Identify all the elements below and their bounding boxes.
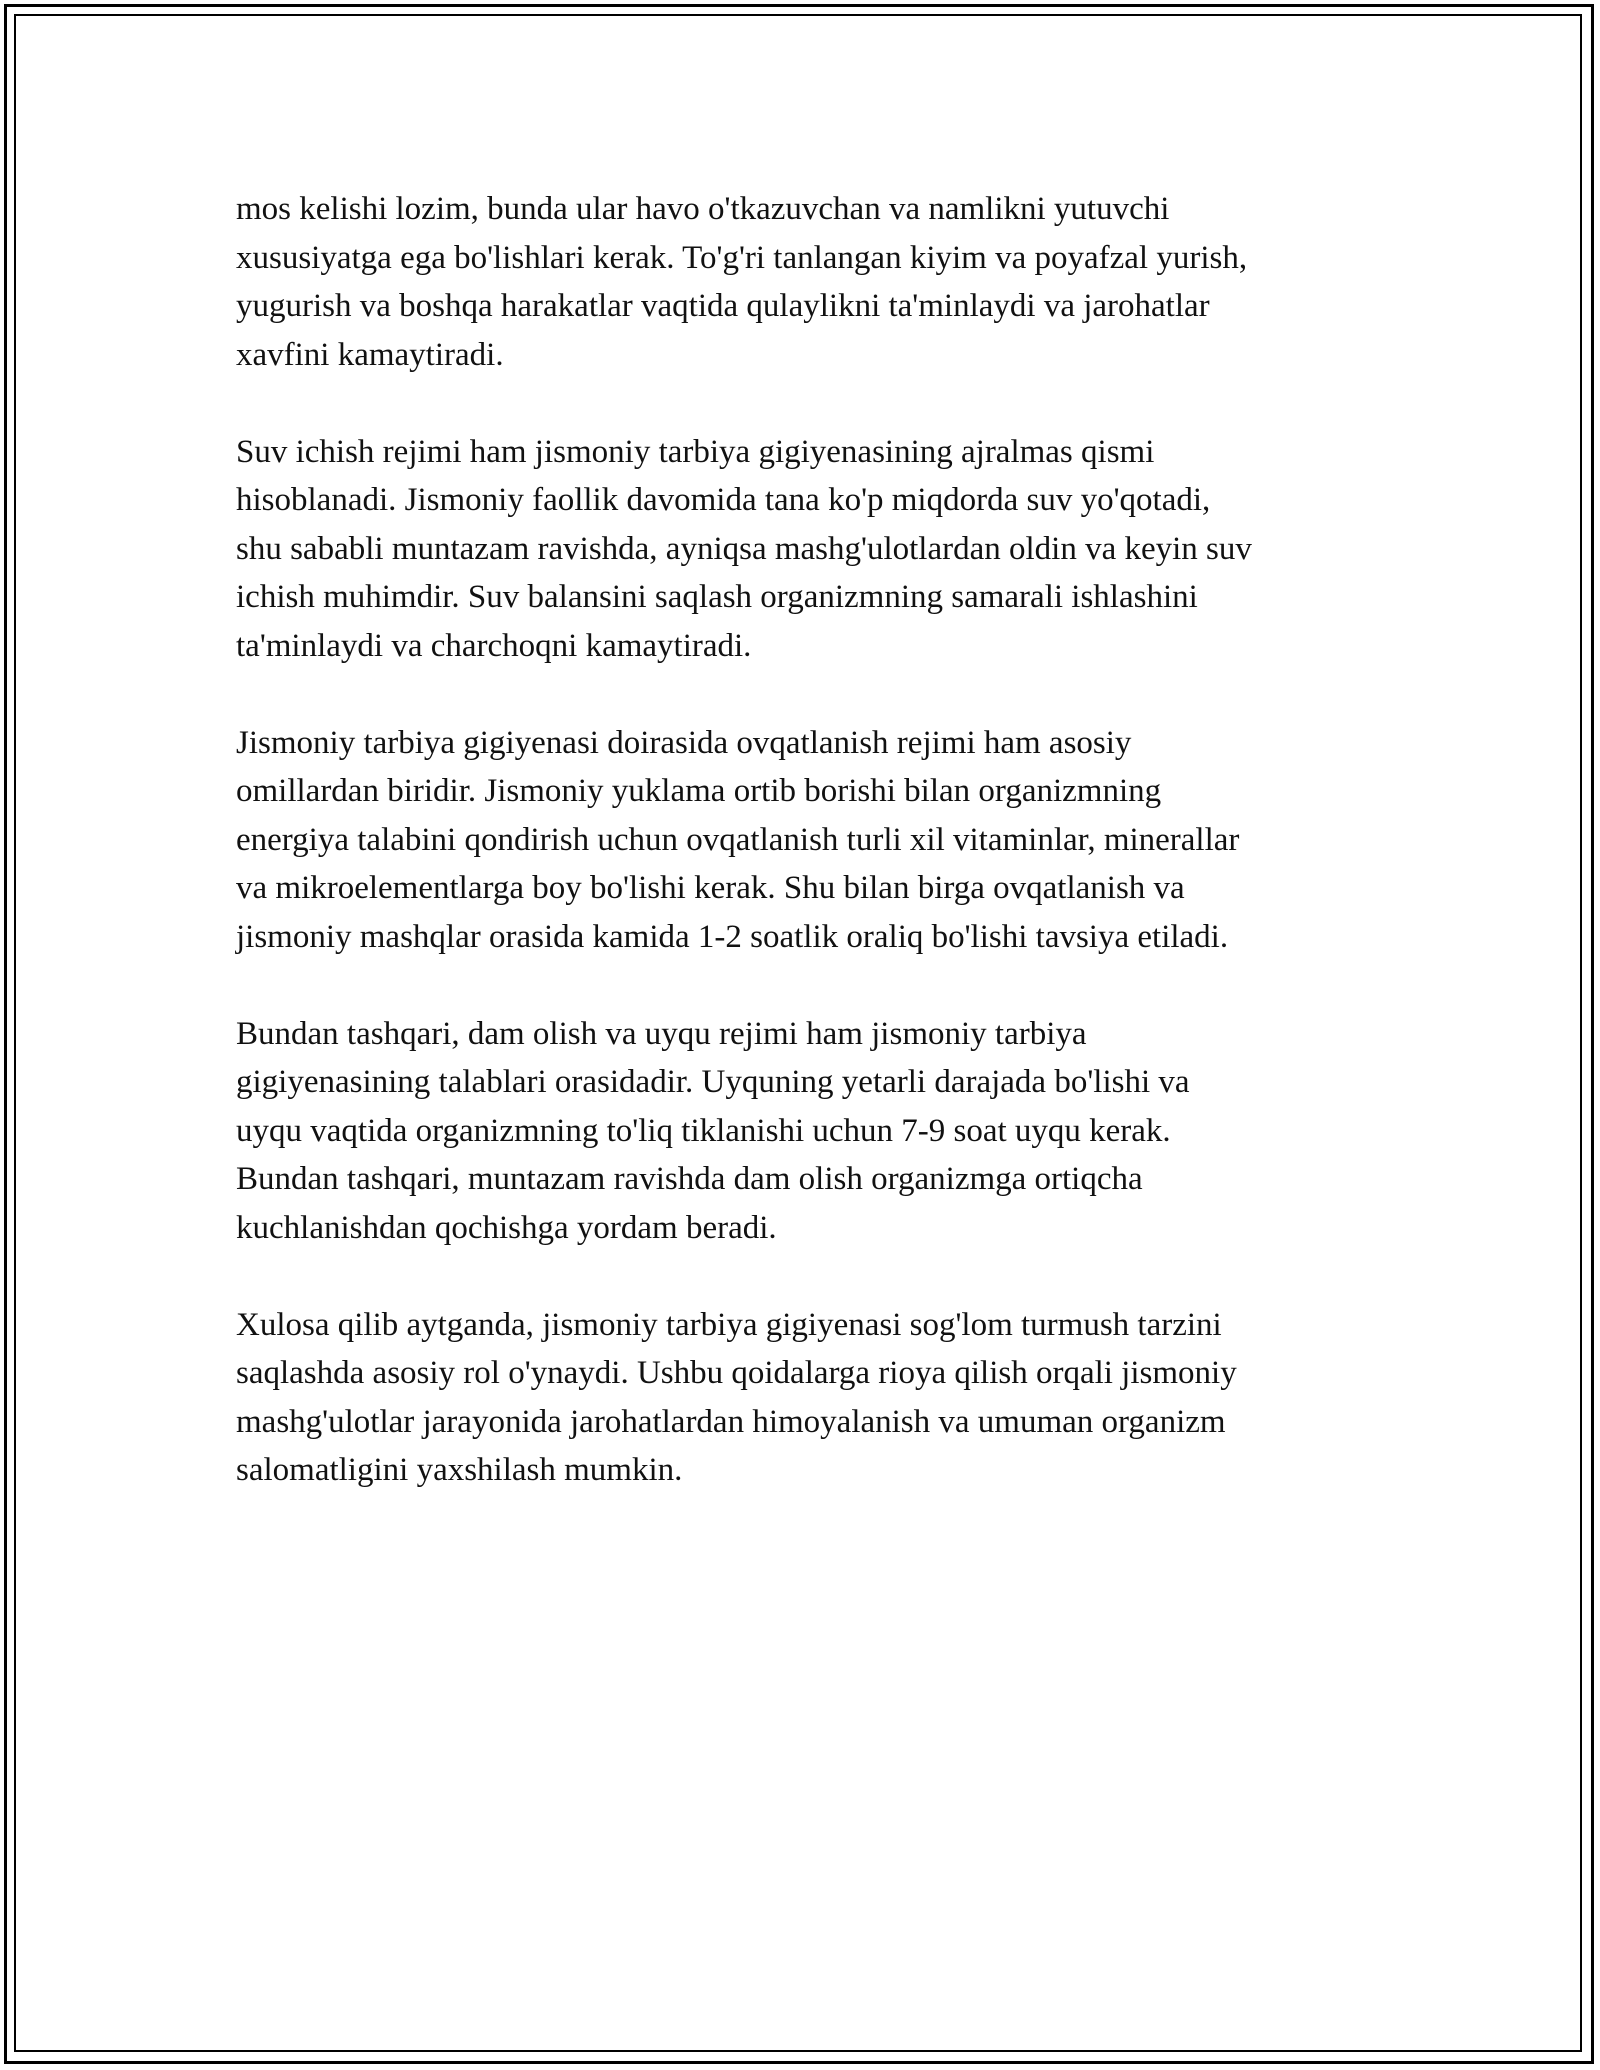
paragraph-clothing: mos kelishi lozim, bunda ular havo o'tkazuvchan va namlikni yutuvchi xususiyatga ega bo'lishlari kerak. To'g'ri tanlangan kiyim va poyafzal yurish, yugurish va boshqa harakatlar vaqtida qulaylikni ta'minlaydi va jarohatlar xavfini kamaytiradi. — [236, 191, 1248, 373]
paragraph-conclusion: Xulosa qilib aytganda, jismoniy tarbiya gigiyenasi sog'lom turmush tarzini saqlashda asosiy rol o'ynaydi. Ushbu qoidalarga rioya qilish orqali jismoniy mashg'ulotlar jarayonida jarohatlardan himoyalanish va umuman organizm salomatligini yaxshilash mumkin. — [236, 1306, 1237, 1488]
paragraph-nutrition: Jismoniy tarbiya gigiyenasi doirasida ovqatlanish rejimi ham asosiy omillardan biridir. Jismoniy yuklama ortib borishi bilan organizmning energiya talabini qondirish uchun ovqatlanish turli xil vitaminlar, minerallar va mikroelementlarga boy bo'lishi kerak. Shu bilan birga ovqatlanish va jismoniy mashqlar orasida kamida 1-2 soatlik oraliq bo'lishi tavsiya etiladi. — [236, 724, 1240, 955]
document-body — [236, 185, 1381, 1543]
paragraph-water-regime: Suv ichish rejimi ham jismoniy tarbiya gigiyenasining ajralmas qismi hisoblanadi. Jismoniy faollik davomida tana ko'p miqdorda suv yo'qotadi, shu sababli muntazam ravishda, ayniqsa mashg'ulotlardan oldin va keyin suv ichish muhimdir. Suv balansini saqlash organizmning samarali ishlashini ta'minlaydi va charchoqni kamaytiradi. — [236, 433, 1252, 664]
paragraph-rest-sleep: Bundan tashqari, dam olish va uyqu rejimi ham jismoniy tarbiya gigiyenasining talablari orasidadir. Uyquning yetarli darajada bo'lishi va uyqu vaqtida organizmning to'liq tiklanishi uchun 7-9 soat uyqu kerak. Bundan tashqari, muntazam ravishda dam olish organizmga ortiqcha kuchlanishdan qochishga yordam beradi. — [236, 1015, 1190, 1246]
